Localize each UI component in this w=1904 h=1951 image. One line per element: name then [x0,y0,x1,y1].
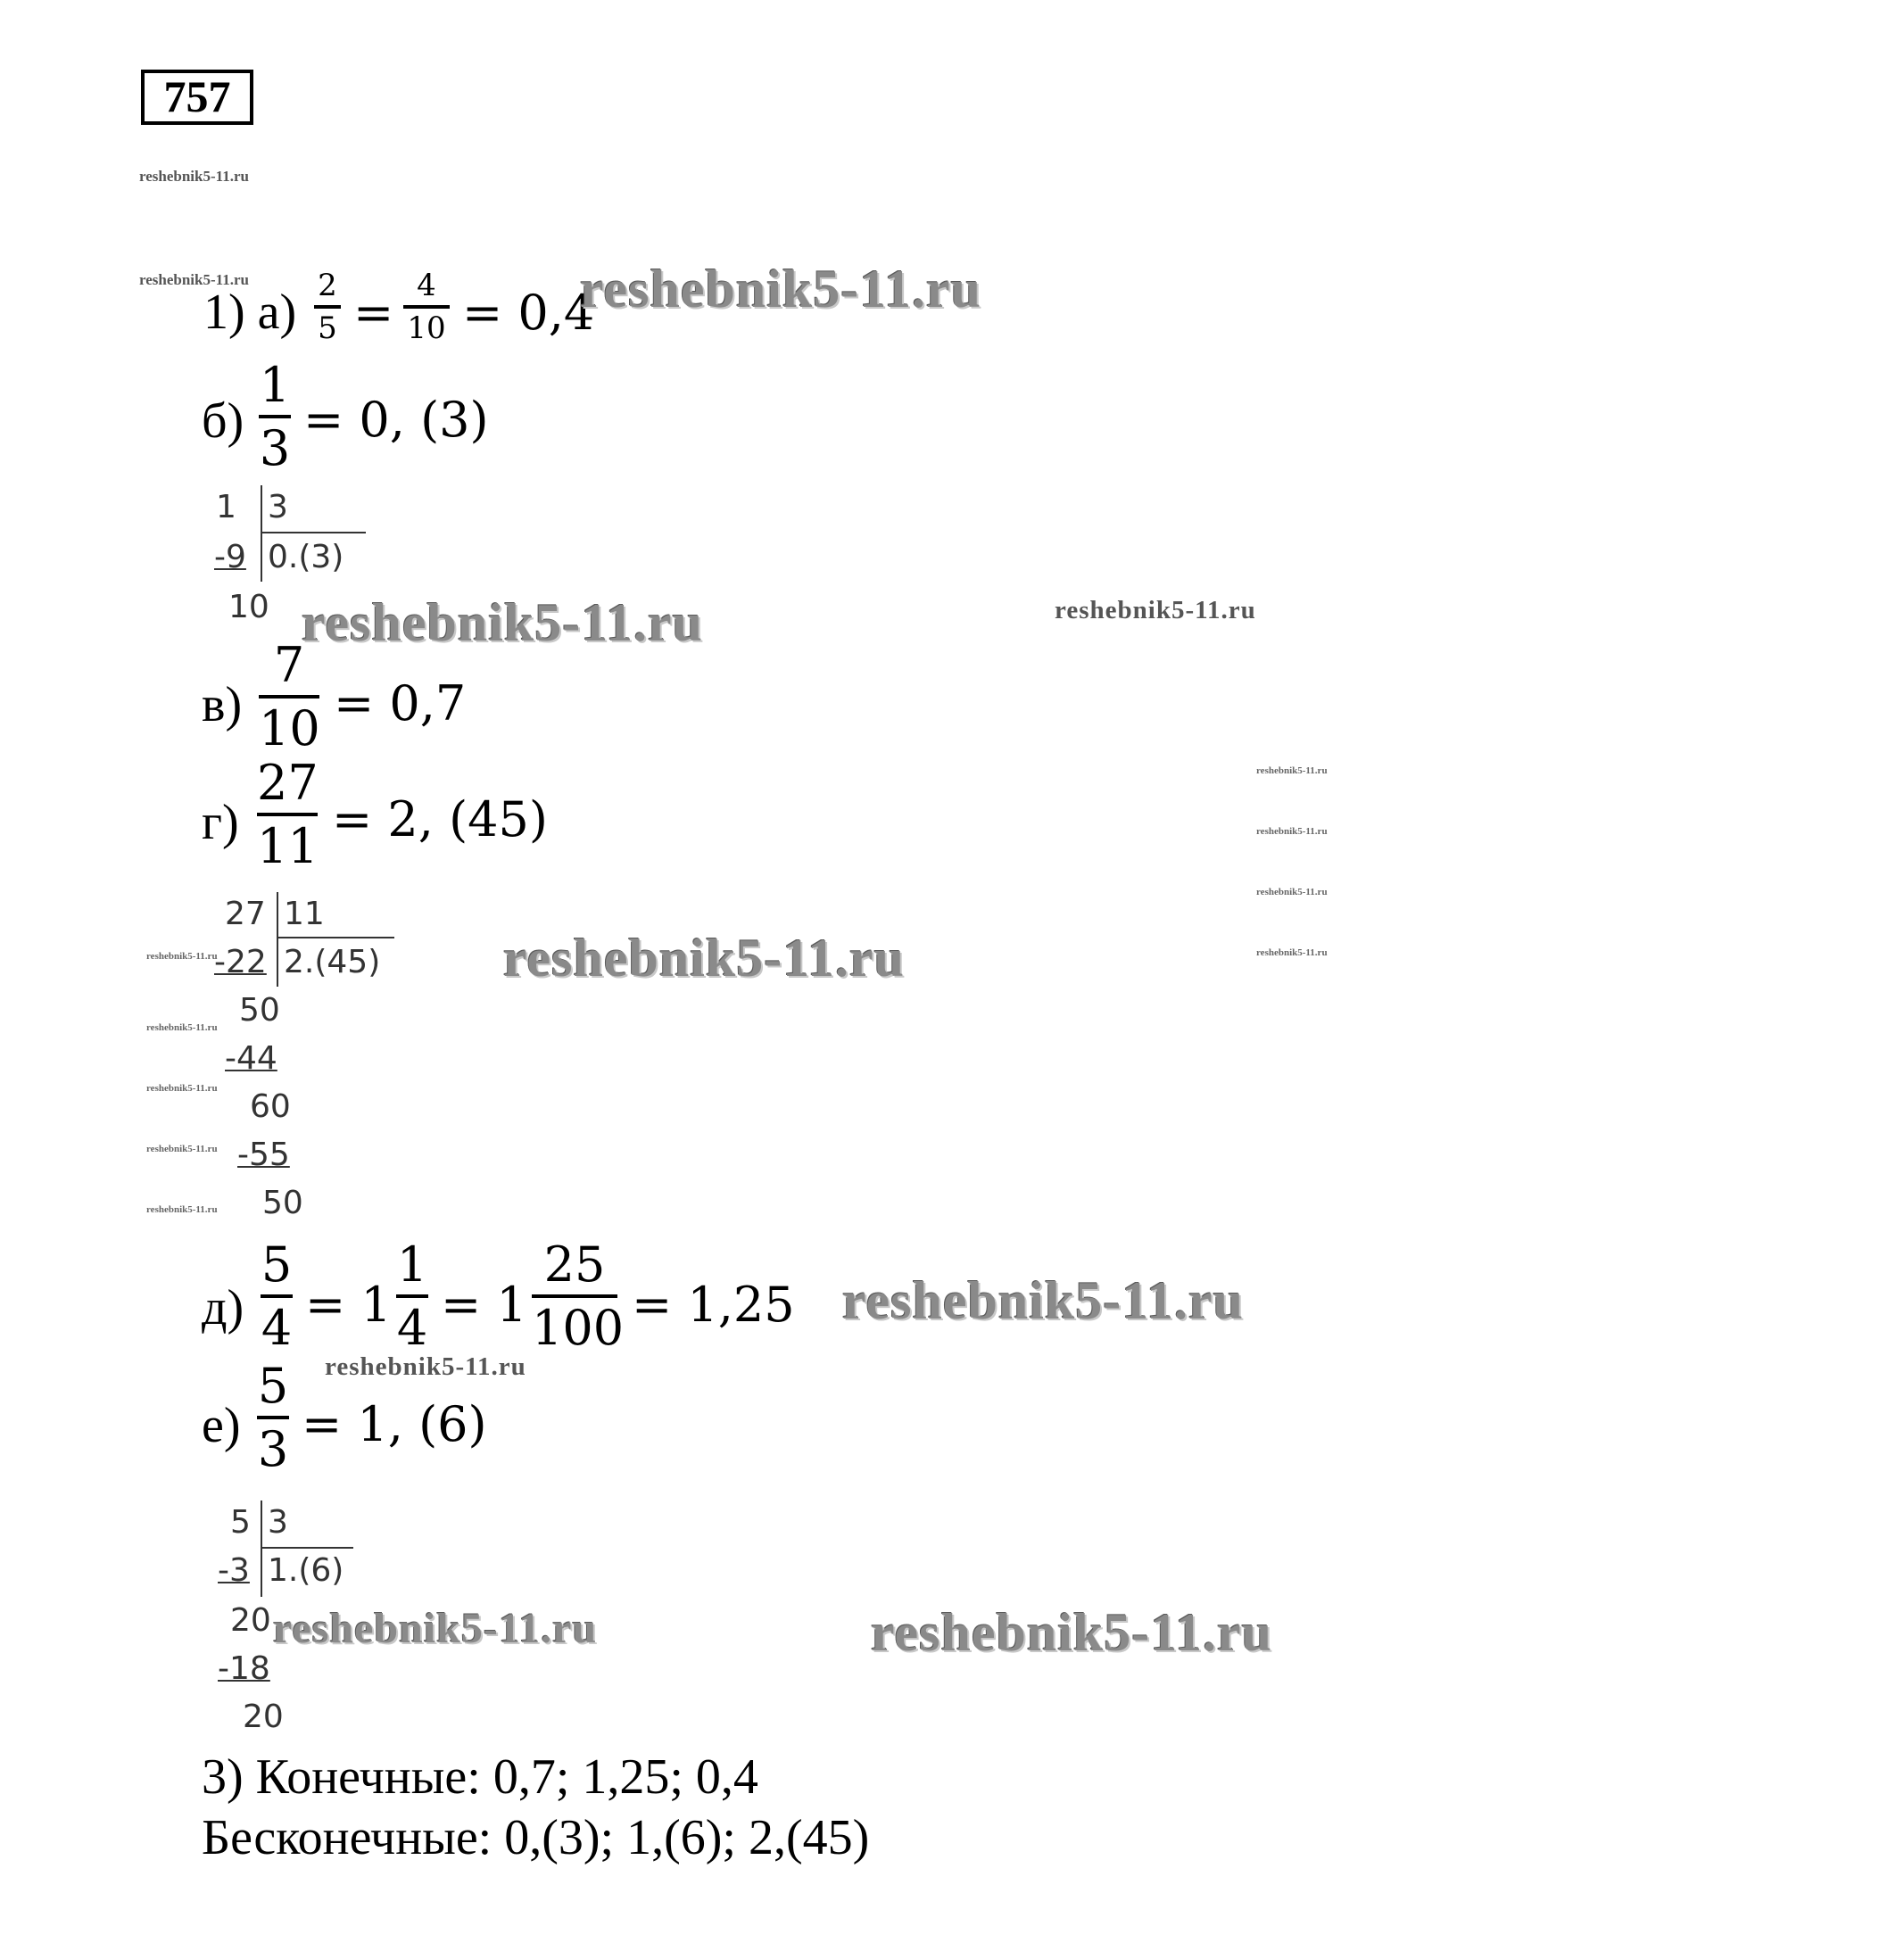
fraction [257,1358,289,1477]
denominator: 3 [259,420,291,476]
result: = 1,25 [632,1277,795,1333]
item-g-label: г) [202,795,239,850]
remainder: 50 [262,1185,303,1221]
item-e-label: е) [202,1398,241,1453]
watermark: reshebnik5-11.ru [1055,596,1256,624]
numerator: 1 [259,357,291,413]
denominator: 4 [261,1300,293,1356]
division-line [261,1500,262,1597]
watermark: reshebnik5-11.ru [146,1083,218,1094]
watermark: reshebnik5-11.ru [842,1271,1244,1330]
watermark: reshebnik5-11.ru [146,1144,218,1154]
item-v-label: в) [202,677,243,732]
equals-sign: = [353,285,394,341]
subtrahend: -44 [225,1040,277,1077]
watermark: reshebnik5-11.ru [1256,947,1328,958]
watermark: reshebnik5-11.ru [325,1352,526,1381]
subtrahend: -18 [218,1650,270,1687]
quotient: 1.(6) [268,1552,344,1589]
numerator: 7 [273,637,305,693]
fraction-bar [403,305,450,309]
fraction [261,1236,293,1356]
numerator: 25 [543,1236,606,1293]
remainder: 60 [250,1088,291,1125]
numerator: 5 [257,1358,289,1414]
numerator: 5 [261,1236,293,1293]
denominator: 5 [318,310,337,346]
numerator: 1 [396,1236,428,1293]
answer-finite: 3) Конечные: 0,7; 1,25; 0,4 [202,1749,758,1805]
denominator: 100 [532,1300,625,1356]
watermark: reshebnik5-11.ru [302,593,703,652]
watermark: reshebnik5-11.ru [1256,765,1328,776]
fraction-bar [261,1294,293,1298]
numerator: 2 [318,268,337,303]
fraction-bar [314,305,341,309]
subtrahend: -55 [237,1137,290,1173]
watermark: reshebnik5-11.ru [146,1022,218,1033]
subtrahend: -22 [214,944,267,980]
remainder: 20 [230,1602,271,1639]
denominator: 3 [257,1421,289,1477]
watermark: reshebnik5-11.ru [503,929,905,988]
result: = 1, (6) [302,1396,487,1452]
fraction-bar [532,1294,617,1298]
dividend: 1 [216,489,236,525]
subtrahend: -3 [218,1552,250,1589]
mixed-number: = 1 [305,1277,392,1333]
division-line [277,892,278,987]
numerator: 4 [417,268,436,303]
fraction-bar [259,695,319,699]
mixed-number: = 1 [441,1277,527,1333]
denominator: 10 [259,700,320,756]
dividend: 27 [225,896,266,932]
result: = 0,4 [462,285,595,341]
watermark: reshebnik5-11.ru [146,951,218,962]
denominator: 4 [396,1300,428,1356]
item-b-label: б) [202,393,244,449]
problem-number: 757 [141,70,253,125]
denominator: 11 [257,818,319,874]
fraction [314,268,341,346]
remainder: 10 [228,589,269,625]
answer-infinite: Бесконечные: 0,(3); 1,(6); 2,(45) [202,1810,870,1865]
remainder: 20 [243,1699,284,1735]
fraction [259,357,291,476]
fraction-bar [259,415,291,418]
result: = 2, (45) [332,791,548,847]
subtrahend: -9 [214,539,246,575]
watermark: reshebnik5-11.ru [139,271,249,288]
fraction [257,755,318,874]
divisor: 3 [268,1504,288,1541]
divisor: 3 [268,489,288,525]
numerator: 27 [257,755,319,811]
quotient: 0.(3) [268,539,344,575]
fraction [532,1236,625,1356]
fraction [396,1236,428,1356]
item-d-label: д) [202,1280,244,1335]
fraction [259,637,319,756]
result: = 0, (3) [303,392,489,448]
denominator: 10 [407,310,446,346]
divisor: 11 [284,896,325,932]
division-line [261,485,262,582]
watermark: reshebnik5-11.ru [1256,887,1328,897]
division-line [277,937,394,938]
watermark: reshebnik5-11.ru [1256,826,1328,837]
watermark: reshebnik5-11.ru [580,260,981,318]
watermark: reshebnik5-11.ru [146,1204,218,1215]
item-a-label: 1) а) [203,285,297,340]
watermark: reshebnik5-11.ru [871,1603,1272,1662]
fraction-bar [257,1416,289,1419]
remainder: 50 [239,992,280,1029]
watermark: reshebnik5-11.ru [273,1605,598,1652]
division-line [261,1547,353,1549]
watermark: reshebnik5-11.ru [139,168,249,185]
division-line [261,532,366,533]
dividend: 5 [230,1504,251,1541]
fraction-bar [396,1294,428,1298]
quotient: 2.(45) [284,944,381,980]
result: = 0,7 [334,675,467,732]
fraction [403,268,450,346]
fraction-bar [257,813,318,816]
